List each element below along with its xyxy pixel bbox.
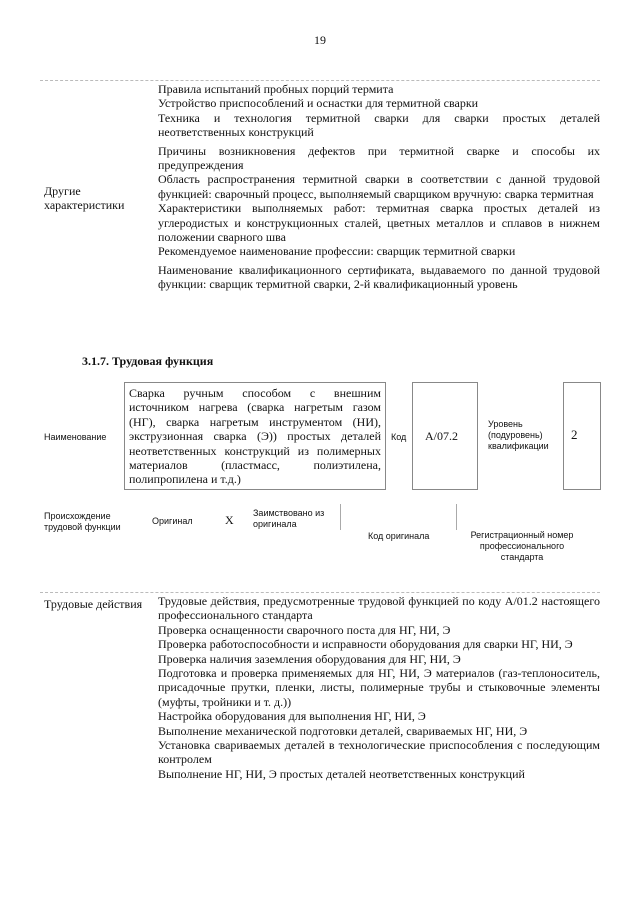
list-item: Проверка работоспособности и исправности оборудования для сварки НГ, НИ, Э [158, 637, 573, 652]
actions-list [158, 594, 600, 781]
list-item: Причины возникновения дефектов при термитной сварке и способы их предупреждения [158, 143, 600, 173]
level-label: Уровень (подуровень) квалификации [488, 419, 549, 451]
list-item: Подготовка и проверка применяемых для НГ, НИ, Э материалов (газ-теплоноситель, присадочные прутки, пленки, листы, полимерные трубы и стыковочные элементы (муфты, тройники и т. д.)) [158, 666, 600, 709]
list-item: Выполнение механической подготовки деталей, свариваемых НГ, НИ, Э [158, 723, 528, 738]
level-box [563, 382, 601, 490]
table-divider [456, 504, 457, 530]
original-mark: X [225, 513, 234, 527]
list-item: Наименование квалификационного сертификата, выдаваемого по данной трудовой функции: сварщик термитной сварки, 2-й квалификационный уровень [158, 262, 600, 292]
characteristics-list [158, 82, 600, 292]
list-item: Проверка оснащенности сварочного поста для НГ, НИ, Э [158, 622, 451, 637]
list-item: Выполнение НГ, НИ, Э простых деталей неответственных конструкций [158, 766, 525, 781]
function-heading: 3.1.7. Трудовая функция [82, 354, 214, 368]
list-item: Проверка наличия заземления оборудования для НГ, НИ, Э [158, 651, 461, 666]
code-value: A/07.2 [425, 429, 458, 443]
section-label-other: Другие характеристики [44, 184, 125, 213]
list-item: Устройство приспособлений и оснастки для термитной сварки [158, 96, 479, 111]
reg-number-label: Регистрационный номер профессионального стандарта [470, 530, 574, 562]
list-item: Трудовые действия, предусмотренные трудовой функцией по коду A/01.2 настоящего профессионального стандарта [158, 594, 600, 623]
list-item: Характеристики выполняемых работ: термитная сварка простых деталей из углеродистых и конструкционных сталей, цветных металлов и сплавов в нижнем положении сварного шва [158, 201, 600, 245]
original-label: Оригинал [152, 516, 193, 526]
section-label-actions: Трудовые действия [44, 597, 143, 611]
table-divider [40, 80, 600, 81]
code-label: Код [391, 432, 407, 442]
borrowed-label: Заимствовано из оригинала [253, 508, 325, 529]
table-divider [40, 592, 600, 593]
function-name-text: Сварка ручным способом с внешним источником нагрева (сварка нагретым газом (НГ), сварка нагретым инструментом (НИ), экструзионная сварка (Э)) простых деталей неответственных конструкций из полимерных материалов (пластмасс, полиэтилена, полипропилена и т.д.) [129, 386, 381, 487]
list-item: Установка свариваемых деталей в технологические приспособления с последующим контролем [158, 738, 600, 767]
origin-label: Происхождение трудовой функции [44, 511, 121, 532]
list-item: Настройка оборудования для выполнения НГ, НИ, Э [158, 709, 426, 724]
page-number: 19 [314, 33, 326, 47]
list-item: Область распространения термитной сварки в соответствии с данной трудовой функцией: сварочный процесс, выполняемый сварщиком вручную: сварка термитная [158, 172, 600, 201]
list-item: Техника и технология термитной сварки для сварки простых деталей неответственных конструкций [158, 110, 600, 140]
name-label: Наименование [44, 432, 107, 442]
list-item: Правила испытаний пробных порций термита [158, 82, 394, 96]
table-divider [340, 504, 341, 530]
code-box [412, 382, 478, 490]
function-name-box [124, 382, 386, 490]
list-item: Рекомендуемое наименование профессии: сварщик термитной сварки [158, 244, 516, 259]
level-value: 2 [571, 427, 578, 442]
original-code-label: Код оригинала [368, 531, 430, 541]
